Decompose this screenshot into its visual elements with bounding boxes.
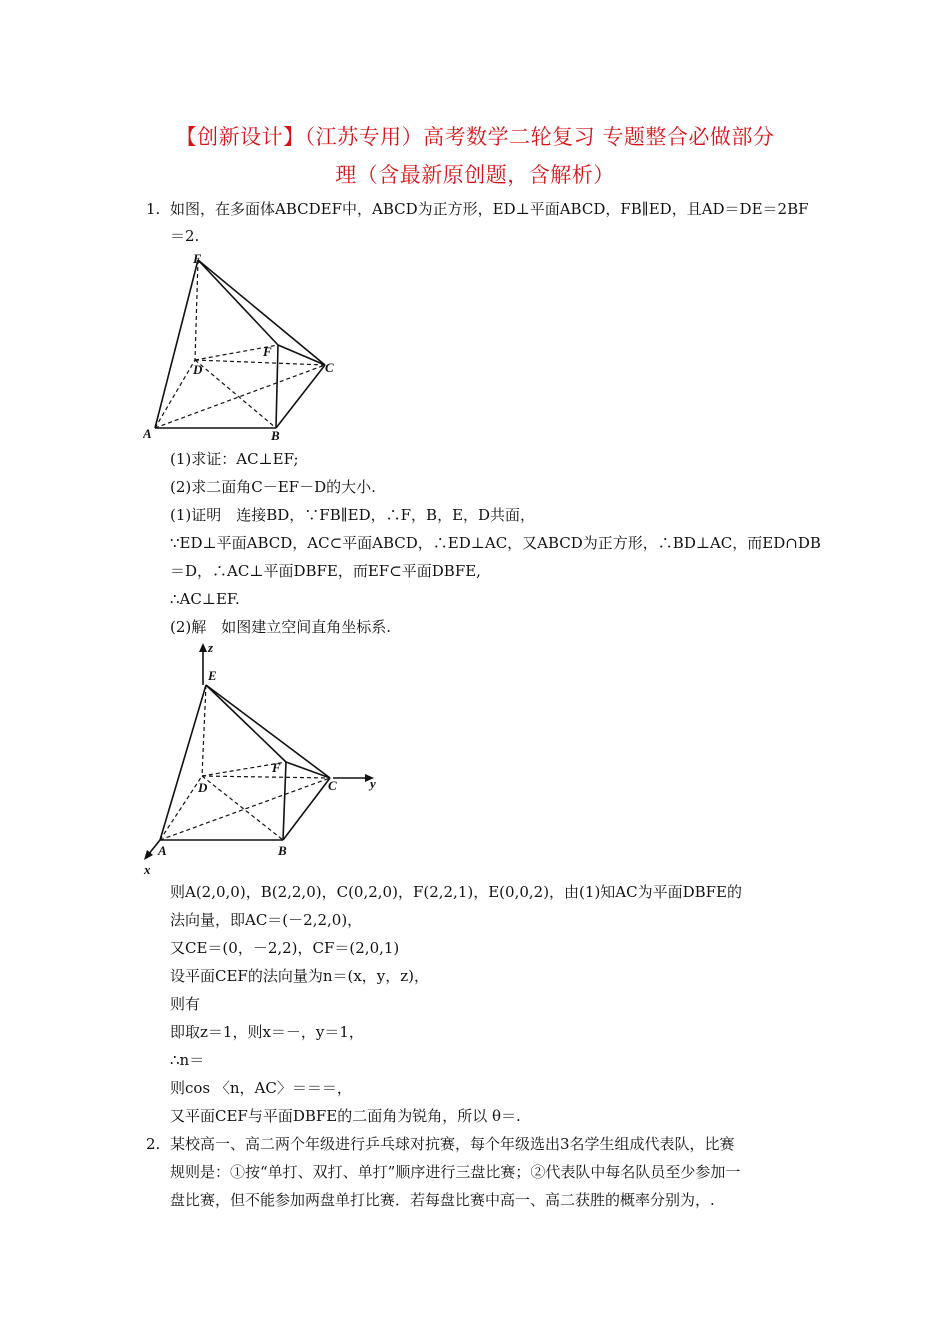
fig2-label-F: F: [272, 760, 281, 775]
fig1-label-E: E: [193, 251, 202, 266]
q1-solution-line6: 即取z＝1，则x＝－，y＝1，: [170, 1023, 364, 1041]
q1-solution-line7: ∴n＝: [170, 1051, 205, 1069]
q1-proof-line3: ＝D，∴AC⊥平面DBFE，而EF⊂平面DBFE,: [170, 562, 481, 580]
q1-part2: (2)求二面角C－EF－D的大小.: [170, 478, 376, 496]
q1-part1: (1)求证：AC⊥EF;: [170, 450, 299, 468]
fig2-label-A: A: [158, 843, 167, 858]
fig2-label-D: D: [198, 780, 208, 795]
q1-stem-line1: 如图，在多面体ABCDEF中，ABCD为正方形，ED⊥平面ABCD，FB∥ED，且AD＝DE＝2BF: [170, 200, 809, 218]
q1-proof-line2: ∵ED⊥平面ABCD，AC⊂平面ABCD，∴ED⊥AC，又ABCD为正方形，∴BD⊥AC，而ED∩DB: [170, 534, 821, 552]
fig2-label-x: x: [144, 862, 151, 877]
fig1-label-C: C: [325, 360, 334, 375]
polyhedron-figure: [143, 250, 343, 445]
fig2-label-E: E: [208, 668, 217, 683]
fig2-label-C: C: [328, 778, 337, 793]
fig1-label-D: D: [193, 362, 203, 377]
q1-solution-line5: 则有: [170, 995, 201, 1013]
fig2-label-y: y: [370, 776, 376, 791]
q1-solution-line3: 又CE＝(0，－2,2)，CF＝(2,0,1): [170, 939, 400, 957]
q2-line2: 规则是：①按“单打、双打、单打”顺序进行三盘比赛；②代表队中每名队员至少参加一: [170, 1163, 741, 1181]
q1-proof-line1: (1)证明 连接BD，∵FB∥ED，∴F，B，E，D共面，: [170, 506, 536, 524]
fig2-label-z: z: [208, 640, 214, 655]
fig2-label-B: B: [278, 843, 287, 858]
q1-solution-line8: 则cos 〈n，AC〉＝＝＝，: [170, 1079, 352, 1097]
q1-proof-line4: ∴AC⊥EF.: [170, 590, 240, 608]
coordinate-system-figure: [138, 640, 383, 880]
document-title-line2: 理（含最新原创题，含解析）: [335, 163, 615, 187]
document-title-line1: 【创新设计】（江苏专用）高考数学二轮复习 专题整合必做部分: [175, 125, 775, 149]
fig1-label-A: A: [143, 426, 152, 441]
fig1-label-B: B: [271, 428, 280, 443]
q2-line1: 某校高一、高二两个年级进行乒乓球对抗赛，每个年级选出3名学生组成代表队，比赛: [170, 1135, 735, 1153]
q1-solution-line1: 则A(2,0,0)，B(2,2,0)，C(0,2,0)，F(2,2,1)，E(0,0,2)，由(1)知AC为平面DBFE的: [170, 883, 743, 901]
q2-line3: 盘比赛，但不能参加两盘单打比赛．若每盘比赛中高一、高二获胜的概率分别为，.: [170, 1191, 715, 1209]
question-2-number: 2.: [146, 1135, 161, 1153]
q1-stem-line2: ＝2.: [170, 227, 200, 245]
fig1-label-F: F: [263, 344, 272, 359]
q1-solution-line4: 设平面CEF的法向量为n＝(x，y，z)，: [170, 967, 430, 985]
q1-solution-intro: (2)解 如图建立空间直角坐标系.: [170, 618, 392, 636]
q1-solution-line9: 又平面CEF与平面DBFE的二面角为锐角，所以 θ＝.: [170, 1107, 521, 1125]
question-1-number: 1.: [146, 200, 161, 218]
q1-solution-line2: 法向量，即AC＝(－2,2,0)，: [170, 911, 363, 929]
